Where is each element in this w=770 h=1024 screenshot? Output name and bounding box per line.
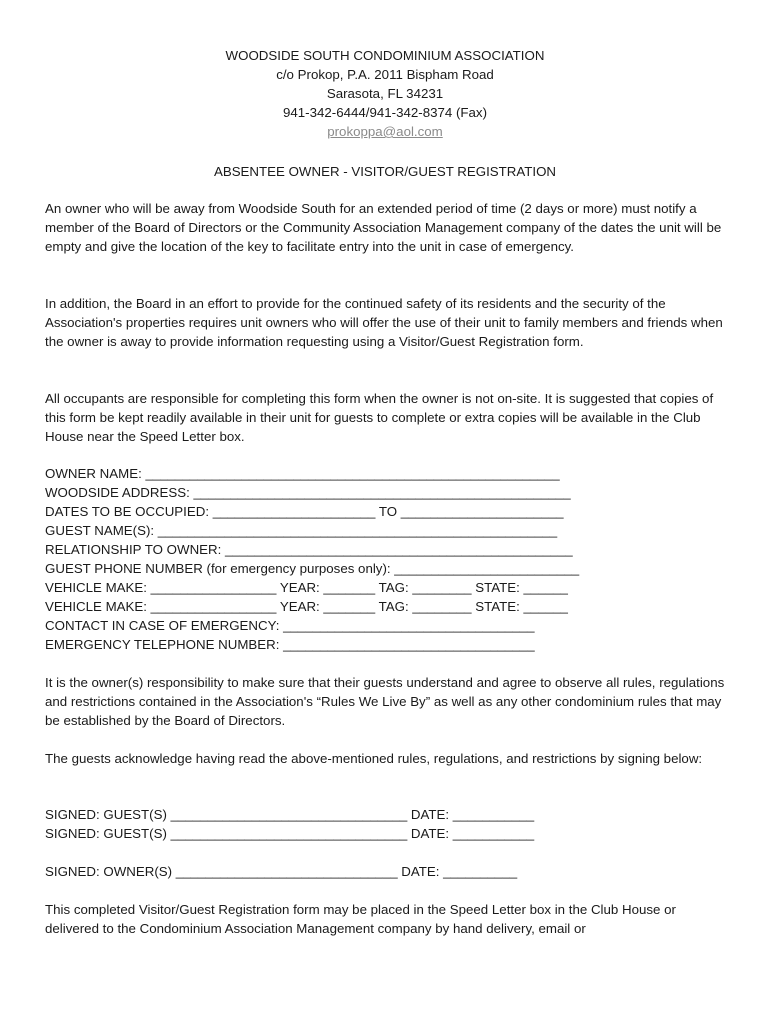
guest-signatures: [45, 805, 534, 843]
form-fields: [45, 464, 579, 654]
email-link[interactable]: prokoppa@aol.com: [327, 124, 443, 139]
paragraph-responsibility: It is the owner(s) responsibility to make sure that their guests understand and agree to observe all rules, regulations and restrictions contained in the Association's “Rules We Live By” as well as any other condominium rules that may be established by the Board of Directors.: [45, 675, 725, 728]
guest-signature-line-2[interactable]: SIGNED: GUEST(S) ________________________________ DATE: ___________: [45, 826, 535, 841]
form-title: ABSENTEE OWNER - VISITOR/GUEST REGISTRATION: [213, 164, 557, 179]
emergency-contact-field[interactable]: CONTACT IN CASE OF EMERGENCY: __________________________________: [45, 618, 535, 633]
letterhead: [0, 46, 770, 141]
paragraph-closing: This completed Visitor/Guest Registration form may be placed in the Speed Letter box in the Club House or delivered to the Condominium Association Management company by hand delivery, email or: [45, 902, 676, 936]
vehicle-2-field[interactable]: VEHICLE MAKE: _________________ YEAR: _______ TAG: ________ STATE: ______: [45, 599, 568, 614]
owner-signature: [45, 862, 517, 881]
emergency-phone-field[interactable]: EMERGENCY TELEPHONE NUMBER: __________________________________: [45, 637, 535, 652]
city-state-zip: Sarasota, FL 34231: [326, 86, 444, 101]
organization-name: WOODSIDE SOUTH CONDOMINIUM ASSOCIATION: [225, 48, 545, 63]
vehicle-1-field[interactable]: VEHICLE MAKE: _________________ YEAR: _______ TAG: ________ STATE: ______: [45, 580, 568, 595]
guest-phone-field[interactable]: GUEST PHONE NUMBER (for emergency purposes only): _________________________: [45, 561, 580, 576]
guest-names-field[interactable]: GUEST NAME(S): ______________________________________________________: [45, 523, 558, 538]
woodside-address-field[interactable]: WOODSIDE ADDRESS: ___________________________________________________: [45, 485, 571, 500]
paragraph-notice: An owner who will be away from Woodside South for an extended period of time (2 days or more) must notify a member of the Board of Directors or the Community Association Management company of the dates the unit will be empty and give the location of the key to facilitate entry into the unit in case of emergency.: [45, 201, 722, 254]
paragraph-occupants: All occupants are responsible for completing this form when the owner is not on-site. It is suggested that copies of this form be kept readily available in their unit for guests to complete or extra copies will be available in the Club House near the Speed Letter box.: [45, 391, 714, 444]
owner-signature-line[interactable]: SIGNED: OWNER(S) ______________________________ DATE: __________: [45, 864, 518, 879]
dates-occupied-field[interactable]: DATES TO BE OCCUPIED: ______________________ TO ______________________: [45, 504, 564, 519]
paragraph-registration: In addition, the Board in an effort to provide for the continued safety of its residents and the security of the Association's properties requires unit owners who will offer the use of their unit to family members and friends when the owner is away to provide information requesting using a Visitor/Guest Registration form.: [45, 296, 723, 349]
paragraph-acknowledge: The guests acknowledge having read the above-mentioned rules, regulations, and restrictions by signing below:: [45, 751, 703, 766]
relationship-field[interactable]: RELATIONSHIP TO OWNER: _______________________________________________: [45, 542, 573, 557]
owner-name-field[interactable]: OWNER NAME: ________________________________________________________: [45, 466, 560, 481]
care-of-address: c/o Prokop, P.A. 2011 Bispham Road: [276, 67, 494, 82]
guest-signature-line-1[interactable]: SIGNED: GUEST(S) ________________________________ DATE: ___________: [45, 807, 535, 822]
phone-fax: 941-342-6444/941-342-8374 (Fax): [282, 105, 488, 120]
